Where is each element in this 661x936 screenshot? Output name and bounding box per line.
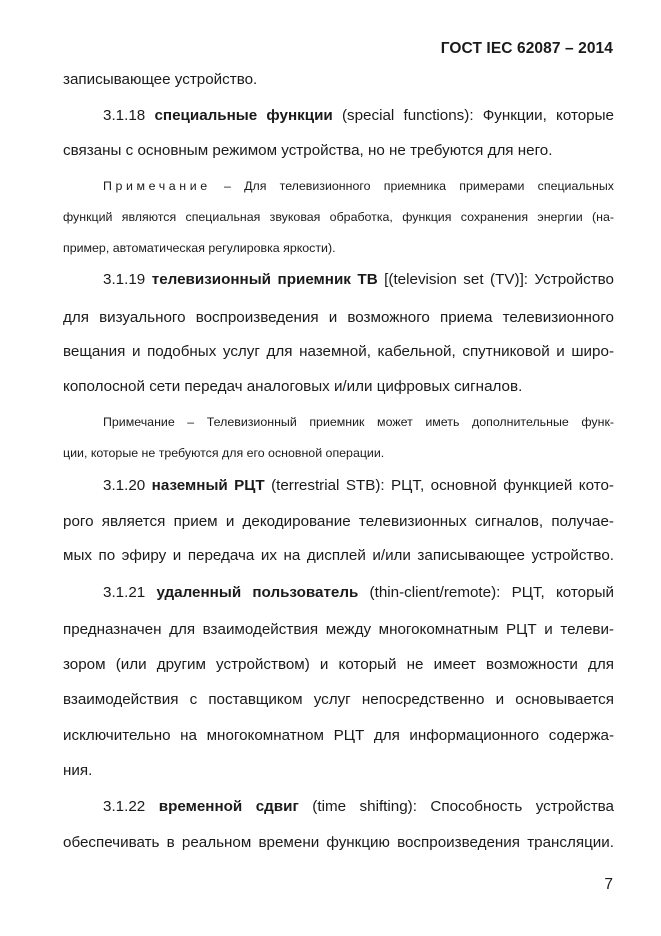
definition-text: (time shifting): Способность устройства: [298, 798, 614, 815]
defined-term: телевизионный приемник ТВ: [151, 271, 378, 288]
text-line: обеспечивать в реальном времени функцию воспроизведения трансляции.: [63, 834, 614, 851]
text-line: кополосной сети передач аналоговых и/или цифровых сигналов.: [63, 378, 523, 395]
defined-term: наземный РЦТ: [151, 477, 265, 494]
definition-3-1-22: [103, 797, 614, 817]
definition-text: [(television set (TV)]: Устройство: [377, 271, 614, 288]
defined-term: специальные функции: [154, 107, 333, 124]
note-3-1-18: [103, 178, 614, 194]
note-line: функций являются специальная звуковая обработка, функция сохранения энергии (на-: [63, 210, 614, 224]
definition-3-1-19: [103, 270, 614, 290]
text-line: зором (или другим устройством) и который не имеет возможности для: [63, 656, 614, 673]
text-line: ния.: [63, 762, 93, 779]
note-text: – Для телевизионного приемника примерами специальных: [210, 179, 614, 193]
text-line: исключительно на многокомнатном РЦТ для информационного содержа-: [63, 727, 614, 744]
defined-term: временной сдвиг: [158, 798, 299, 815]
standard-header: ГОСТ IEC 62087 – 2014: [440, 40, 613, 57]
definition-text: (terrestrial STB): РЦТ, основной функцией кото-: [264, 477, 614, 494]
text-line: предназначен для взаимодействия между многокомнатным РЦТ и телеви-: [63, 621, 614, 638]
definition-3-1-21: [103, 583, 614, 603]
note-label: Примечание: [103, 179, 211, 193]
text-line: рого является прием и декодирование телевизионных сигналов, получае-: [63, 513, 614, 530]
text-line: взаимодействия с поставщиком услуг непосредственно и основывается: [63, 691, 614, 708]
text-line: для визуального воспроизведения и возможного приема телевизионного: [63, 309, 614, 326]
clause-number: 3.1.21: [103, 584, 146, 601]
text-line: связаны с основным режимом устройства, но не требуются для него.: [63, 142, 553, 159]
text-line: записывающее устройство.: [63, 71, 258, 88]
clause-number: 3.1.19: [103, 271, 146, 288]
definition-text: (thin-client/remote): РЦТ, который: [358, 584, 614, 601]
text-line: мых по эфиру и передача их на дисплей и/или записывающее устройство.: [63, 547, 614, 564]
definition-3-1-18: [103, 106, 614, 126]
definition-text: (special functions): Функции, которые: [332, 107, 614, 124]
clause-number: 3.1.20: [103, 477, 146, 494]
clause-number: 3.1.22: [103, 798, 146, 815]
note-line: ции, которые не требуются для его основной операции.: [63, 446, 385, 460]
page-number: 7: [604, 876, 613, 893]
text-line: вещания и подобных услуг для наземной, кабельной, спутниковой и широ-: [63, 343, 614, 360]
clause-number: 3.1.18: [103, 107, 146, 124]
note-3-1-19: Примечание – Телевизионный приемник может иметь дополнительные функ-: [103, 415, 614, 429]
definition-3-1-20: [103, 476, 614, 496]
defined-term: удаленный пользователь: [156, 584, 359, 601]
note-line: пример, автоматическая регулировка яркости).: [63, 241, 336, 255]
